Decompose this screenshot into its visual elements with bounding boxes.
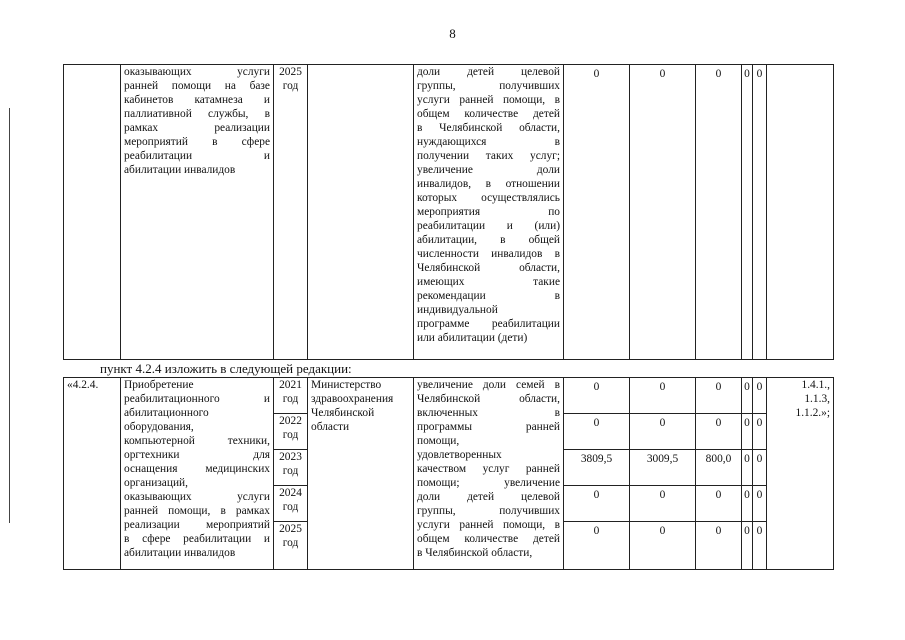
value-total: 0 [564,65,630,360]
measure-name-line: оказывающих услуги [124,491,270,503]
value-subcell: 0 [659,525,666,537]
measure-name-line: Приобретение [124,379,194,391]
indicator-line: услуги ранней помощи, в [417,94,560,106]
value-subcell: 0 [742,450,752,486]
measure-name-line: реабилитации и [124,150,270,162]
year-label: год [282,537,299,549]
indicator-line: численности инвалидов в [417,248,560,260]
value-subcell: 0 [564,414,629,450]
value-subcell: 0 [753,486,766,522]
value-federal: 0 [696,65,742,360]
value-subcell: 0 [630,486,695,522]
indicator-line: программы ранней [417,421,560,433]
indicator-line: Челябинской области, [417,393,560,405]
indicator-line: общем количестве детей [417,108,560,120]
page-number: 8 [449,26,456,41]
measure-name-line: абилитационного [124,407,209,419]
year-subcell [274,450,307,486]
year-number: 2025 [279,523,302,535]
value-subcell: 0 [753,450,766,486]
year-number: 2024 [279,487,302,499]
year-number: 2023 [279,451,302,463]
indicator-line: в Челябинской области, [417,547,533,559]
indicator-line: реабилитации и (или) [417,220,560,232]
indicator-line: услуги ранней помощи, в [417,519,560,531]
indicator-line: Челябинской области, [417,262,560,274]
indicator-line: мероприятия по [417,206,560,218]
year-label: год [282,501,299,513]
year-label: год [282,393,299,405]
indicator-line: помощи, [417,435,460,447]
links-cell [767,65,834,360]
measure-name-line: оказывающих услуги [124,66,270,78]
value-subcell: 0 [753,378,766,414]
measure-name-line: оснащения медицинских [124,463,270,475]
years-column [274,378,308,570]
year-number: 2021 [279,379,302,391]
indicator-line: группы, получивших [417,80,560,92]
values-federal-column [696,378,742,570]
year-number: 2022 [279,415,302,427]
executor-cell [308,65,414,360]
measure-name-line: абилитации инвалидов [124,547,236,559]
measure-name-line: паллиативной службы, в [124,108,270,120]
value-subcell: 0 [564,486,629,522]
year-subcell [274,414,307,450]
margin-line [9,108,10,523]
indicator-line: или абилитации (дети) [417,332,528,344]
value-subcell: 0 [696,378,741,414]
value-other: 0 [753,65,767,360]
link-line: 1.1.2.»; [795,407,830,419]
measure-name-line: компьютерной техники, [124,435,270,447]
value-regional: 0 [630,65,696,360]
indicator-line: увеличение доли семей в [417,379,560,391]
measure-name-line: реализации мероприятий [124,519,270,531]
indicator-line: помощи; увеличение [417,477,560,489]
indicator-line: получении таких услуг; [417,150,560,162]
measure-name-cell [121,65,274,360]
item-cell [64,65,121,360]
executor-line: Министерство [311,379,382,391]
indicator-line: нуждающихся в [417,136,560,148]
indicator-line: включенных в [417,407,560,419]
year-label: год [282,429,299,441]
indicator-line: группы, получивших [417,505,560,517]
measure-name-line: кабинетов катамнеза и [124,94,270,106]
year-number: 2025 [279,66,302,78]
indicator-line: инвалидов, в отношении [417,178,560,190]
links-cell [767,378,834,570]
values-regional-column [630,378,696,570]
executor-line: Челябинской [311,407,375,419]
indicator-line: удовлетворенных [417,449,502,461]
section-caption: пункт 4.2.4 изложить в следующей редакции: [100,361,352,376]
value-subcell: 0 [742,486,752,522]
indicator-cell [414,65,564,360]
value-subcell: 3809,5 [564,450,629,486]
measure-name-line: абилитации инвалидов [124,164,236,176]
value-subcell: 800,0 [696,450,741,486]
value-subcell: 0 [756,525,763,537]
values-other-column [753,378,767,570]
indicator-cell [414,378,564,570]
table-continuation [63,64,834,360]
measure-name-line: ранней помощи на базе [124,80,270,92]
value-subcell: 0 [593,525,600,537]
value-subcell: 0 [696,414,741,450]
indicator-line: доли детей целевой [417,491,560,503]
measure-name-line: ранней помощи, в рамках [124,505,270,517]
indicator-line: индивидуальной [417,304,498,316]
indicator-line: программе реабилитации [417,318,560,330]
measure-name-line: оборудования, [124,421,194,433]
values-local-column [742,378,753,570]
table-item-4-2-4 [63,377,834,570]
indicator-line: увеличение доли [417,164,560,176]
indicator-line: имеющих такие [417,276,560,288]
indicator-line: доли детей целевой [417,66,560,78]
value-subcell: 0 [630,378,695,414]
value-subcell: 0 [742,378,752,414]
year-subcell [274,486,307,522]
indicator-line: которых осуществлялись [417,192,560,204]
value-subcell: 0 [696,486,741,522]
indicator-line: рекомендации в [417,290,560,302]
value-subcell: 0 [742,414,752,450]
measure-name-line: рамках реализации [124,122,270,134]
executor-line: области [311,421,350,433]
year-subcell [274,378,307,414]
value-subcell: 0 [715,525,722,537]
measure-name-line: мероприятий в сфере [124,136,270,148]
year-subcell [274,522,307,558]
year-label: год [282,465,299,477]
link-line: 1.4.1., [801,379,830,391]
indicator-line: в Челябинской области, [417,122,560,134]
value-subcell: 0 [630,414,695,450]
measure-name-cell [121,378,274,570]
executor-cell [308,378,414,570]
value-subcell: 0 [564,378,629,414]
value-subcell: 3009,5 [630,450,695,486]
measure-name-line: организаций, [124,477,188,489]
value-subcell: 0 [753,414,766,450]
year-cell [274,65,308,360]
value-local: 0 [742,65,753,360]
executor-line: здравоохранения [311,393,394,405]
values-total-column [564,378,630,570]
item-number: «4.2.4. [64,378,121,570]
measure-name-line: реабилитационного и [124,393,270,405]
year-label: год [282,80,299,92]
indicator-line: абилитации, в общей [417,234,560,246]
measure-name-line: в сфере реабилитации и [124,533,270,545]
link-line: 1.1.3, [804,393,830,405]
indicator-line: качеством услуг ранней [417,463,560,475]
measure-name-line: оргтехники для [124,449,270,461]
indicator-line: общем количестве детей [417,533,560,545]
value-subcell: 0 [744,525,750,537]
